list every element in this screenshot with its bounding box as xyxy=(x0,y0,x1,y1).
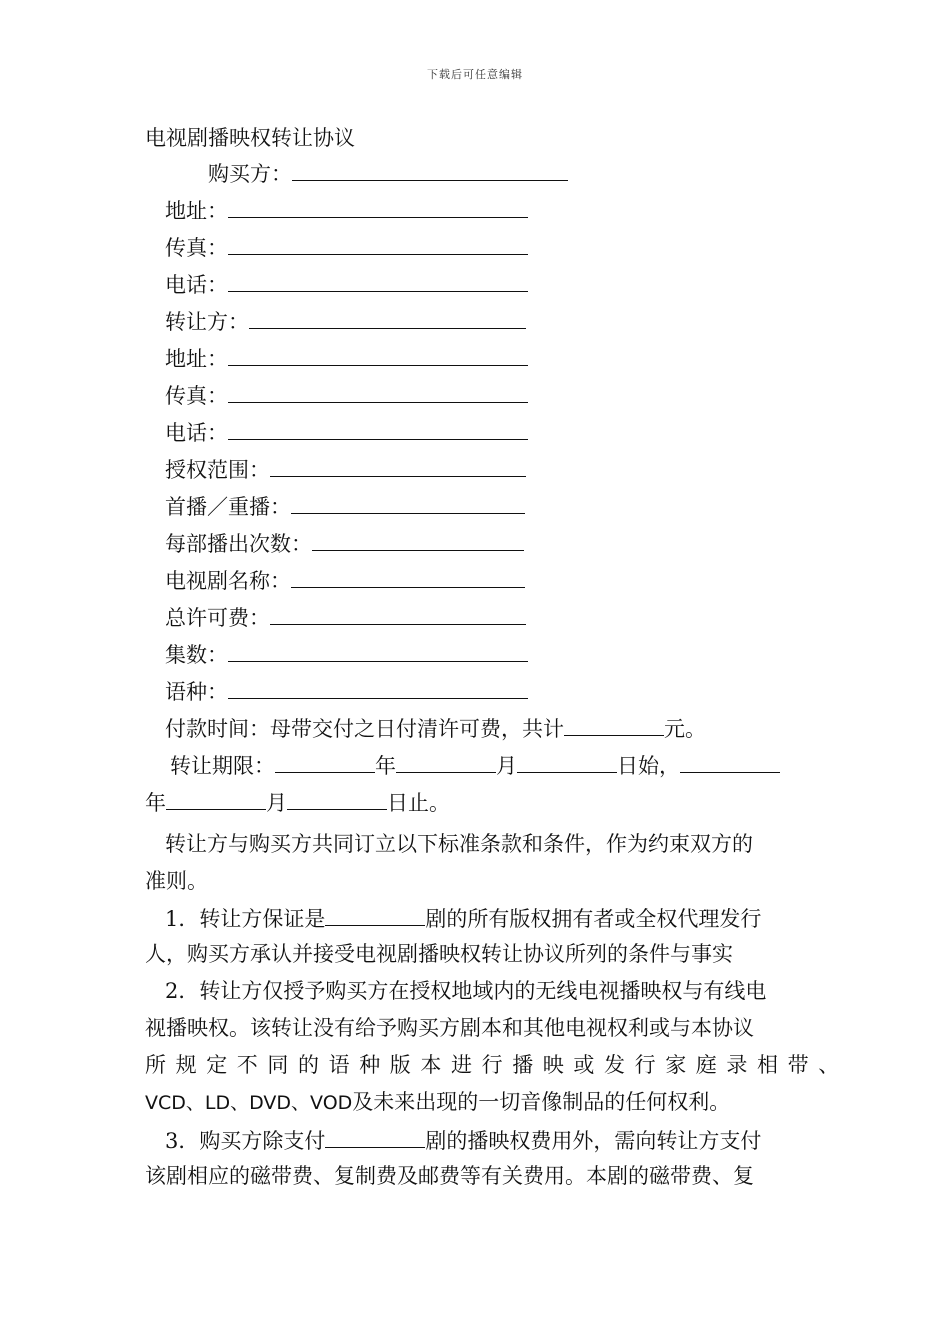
fill-blank[interactable] xyxy=(517,750,617,773)
fill-blank[interactable] xyxy=(287,787,387,810)
fill-blank[interactable] xyxy=(270,454,526,477)
field-label: 集数： xyxy=(165,643,228,667)
fill-blank[interactable] xyxy=(291,565,525,588)
year-label: 年 xyxy=(375,754,396,778)
payment-line xyxy=(165,713,706,743)
field-buyer-phone xyxy=(165,269,528,299)
clause-3-prefix: 3．购买方除支付 xyxy=(165,1129,326,1153)
field-transferor-fax xyxy=(165,380,528,410)
fill-blank[interactable] xyxy=(680,750,780,773)
field-label: 电话： xyxy=(165,421,228,445)
fill-blank[interactable] xyxy=(249,306,526,329)
clause-1-prefix: 1．转让方保证是 xyxy=(165,907,326,931)
document-title: 电视剧播映权转让协议 xyxy=(145,126,355,150)
period-line-1 xyxy=(170,750,780,780)
field-buyer-address xyxy=(165,195,528,225)
clause-1-line-2: 人，购买方承认并接受电视剧播映权转让协议所列的条件与事实 xyxy=(145,942,733,966)
clause-1-line-1 xyxy=(165,903,761,933)
month-label: 月 xyxy=(496,754,517,778)
field-label: 转让方： xyxy=(165,310,249,334)
clause-2-line-2: 视播映权。该转让没有给予购买方剧本和其他电视权利或与本协议 xyxy=(145,1016,754,1040)
field-label: 电话： xyxy=(165,273,228,297)
field-label: 总许可费： xyxy=(165,606,270,630)
fill-blank[interactable] xyxy=(228,417,528,440)
fill-blank[interactable] xyxy=(228,343,528,366)
media-formats: VCD、LD、DVD、VOD xyxy=(145,1092,353,1114)
field-drama-name xyxy=(165,565,525,595)
period-label: 转让期限： xyxy=(170,754,275,778)
day-start-label: 日始， xyxy=(617,754,680,778)
field-broadcast-count xyxy=(165,528,524,558)
field-total-fee xyxy=(165,602,526,632)
fill-blank[interactable] xyxy=(228,269,528,292)
year-label: 年 xyxy=(145,791,166,815)
field-premiere-rerun xyxy=(165,491,525,521)
field-license-scope xyxy=(165,454,526,484)
fill-blank[interactable] xyxy=(270,602,526,625)
fill-blank[interactable] xyxy=(325,1125,425,1148)
field-transferor-phone xyxy=(165,417,528,447)
field-label: 授权范围： xyxy=(165,458,270,482)
payment-prefix: 付款时间：母带交付之日付清许可费，共计 xyxy=(165,717,564,741)
fill-blank[interactable] xyxy=(228,639,528,662)
fill-blank[interactable] xyxy=(228,676,528,699)
period-line-2 xyxy=(145,787,450,817)
field-episodes xyxy=(165,639,528,669)
field-label: 传真： xyxy=(165,236,228,260)
fill-blank[interactable] xyxy=(166,787,266,810)
fill-blank[interactable] xyxy=(564,713,664,736)
fill-blank[interactable] xyxy=(228,195,528,218)
fill-blank[interactable] xyxy=(275,750,375,773)
intro-paragraph-line-2: 准则。 xyxy=(145,869,208,893)
field-label: 语种： xyxy=(165,680,228,704)
fill-blank[interactable] xyxy=(292,158,568,181)
field-buyer-fax xyxy=(165,232,528,262)
clause-3-line-2: 该剧相应的磁带费、复制费及邮费等有关费用。本剧的磁带费、复 xyxy=(145,1164,754,1188)
field-label: 购买方： xyxy=(208,162,292,186)
fill-blank[interactable] xyxy=(291,491,525,514)
field-label: 地址： xyxy=(165,199,228,223)
field-transferor-address xyxy=(165,343,528,373)
field-label: 首播／重播： xyxy=(165,495,291,519)
field-label: 传真： xyxy=(165,384,228,408)
month-label: 月 xyxy=(266,791,287,815)
intro-paragraph-line-1: 转让方与购买方共同订立以下标准条款和条件，作为约束双方的 xyxy=(165,832,753,856)
fill-blank[interactable] xyxy=(396,750,496,773)
field-buyer xyxy=(208,158,568,188)
clause-3-line-1 xyxy=(165,1125,761,1155)
clause-1-suffix: 剧的所有版权拥有者或全权代理发行 xyxy=(425,907,762,931)
page-header: 下载后可任意编辑 xyxy=(427,68,523,81)
clause-2-line-3: 所规定不同的语种版本进行播映或发行家庭录相带、 xyxy=(145,1053,849,1077)
day-end-label: 日止。 xyxy=(387,791,450,815)
fill-blank[interactable] xyxy=(312,528,524,551)
field-language xyxy=(165,676,528,706)
fill-blank[interactable] xyxy=(325,903,425,926)
clause-3-suffix: 剧的播映权费用外，需向转让方支付 xyxy=(425,1129,762,1153)
field-transferor xyxy=(165,306,526,336)
field-label: 地址： xyxy=(165,347,228,371)
clause-2-line-1: 2．转让方仅授予购买方在授权地域内的无线电视播映权与有线电 xyxy=(165,979,767,1003)
fill-blank[interactable] xyxy=(228,232,528,255)
clause-2-line-4-rest: 及未来出现的一切音像制品的任何权利。 xyxy=(352,1090,731,1114)
fill-blank[interactable] xyxy=(228,380,528,403)
field-label: 每部播出次数： xyxy=(165,532,312,556)
clause-2-line-4 xyxy=(145,1088,730,1117)
field-label: 电视剧名称： xyxy=(165,569,291,593)
payment-suffix: 元。 xyxy=(664,717,706,741)
